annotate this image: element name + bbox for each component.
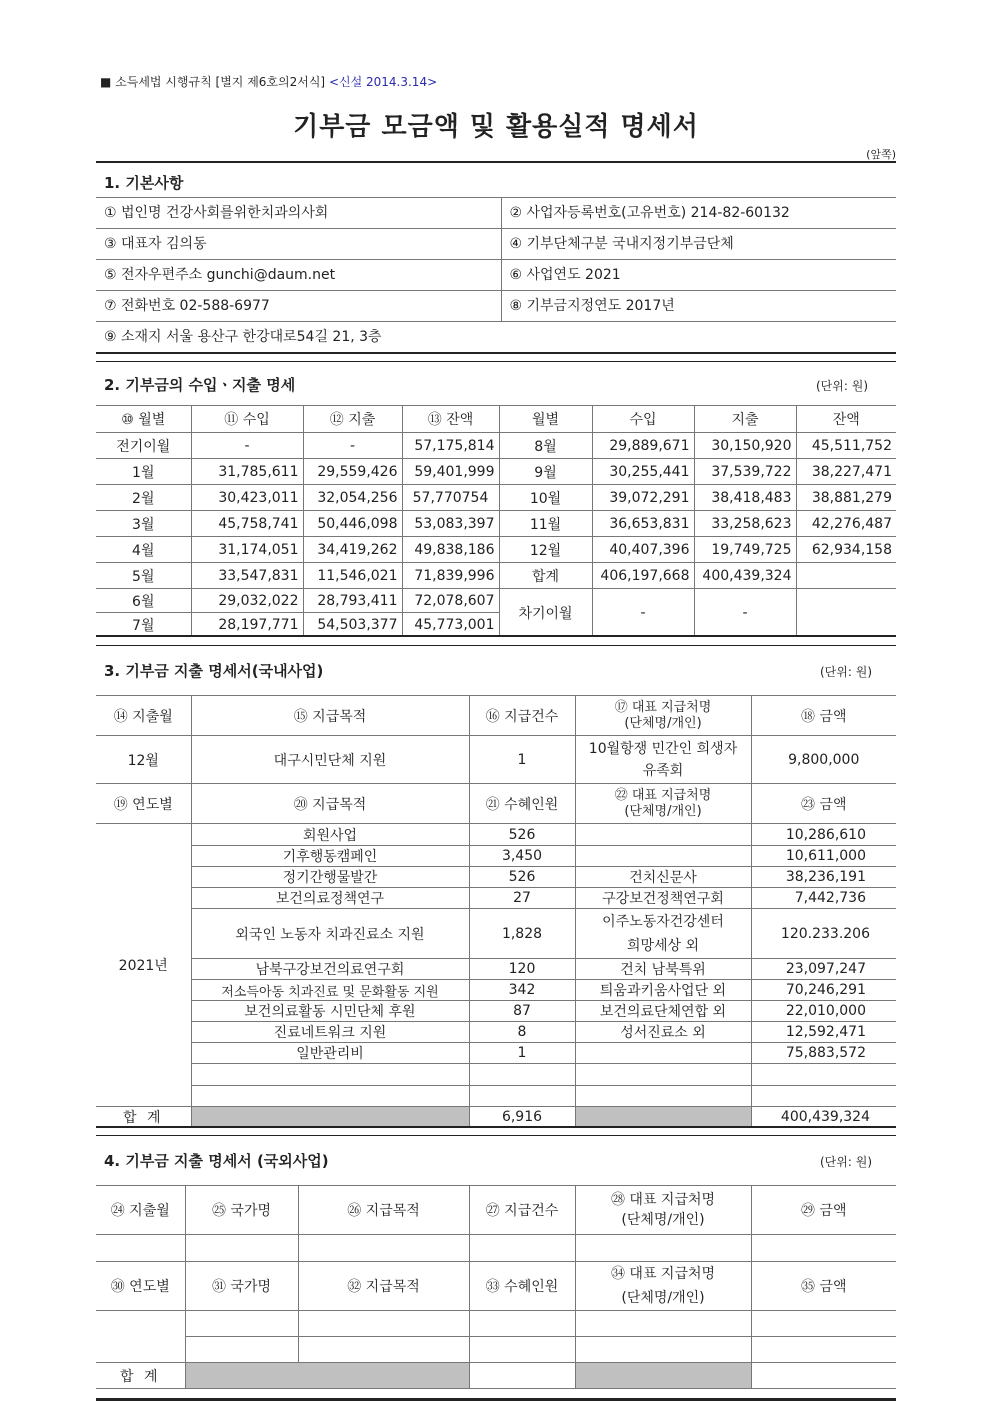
cell-carryover-income: - [592,589,694,637]
col-header-count: ㉗ 지급건수 [469,1186,575,1235]
section4-title: 4. 기부금 지출 명세서 (국외사업) [104,1152,329,1170]
table-row [96,1043,896,1064]
cell-month: 7월 [96,613,191,637]
form-reference: ■ 소득세법 시행규칙 [별지 제6호의2서식] [100,75,326,89]
cell-purpose: 남북구강보건의료연구회 [191,959,469,980]
col-header-beneficiaries: ㉑ 수혜인원 [469,784,575,824]
cell-balance: 57,175,814 [402,433,499,459]
form-date: <신설 2014.3.14> [328,75,438,89]
col-header-purpose-b: ㉜ 지급목적 [298,1262,469,1311]
cell-empty [575,1337,751,1363]
cell-year: 2021년 [96,824,191,1107]
cell-empty [469,1311,575,1337]
cell-amount: 7,442,736 [751,888,896,909]
cell-payee: 성서진료소 외 [575,1022,751,1043]
cell-purpose: 진료네트워크 지원 [191,1022,469,1043]
field-representative: ③ 대표자 김의동 [96,229,501,260]
table-row [96,867,896,888]
payee-header-line2: (단체명/개인) [621,1290,705,1306]
cell-balance: 38,881,279 [796,485,896,511]
divider [96,1126,896,1128]
cell-amount: 10,286,610 [751,824,896,846]
col-header-payee [575,1186,751,1235]
field-phone: ⑦ 전화번호 02-588-6977 [96,291,501,322]
cell-expense: 19,749,725 [694,537,796,563]
basic-info-table [96,197,896,353]
col-header-payee-b [575,1262,751,1311]
cell-empty [575,1311,751,1337]
payee-header-line1: ㉒ 대표 지급처명 [614,787,712,803]
cell-payee: 구강보건정책연구회 [575,888,751,909]
cell-empty [185,1337,298,1363]
table-row-empty [96,1337,896,1363]
cell-purpose: 정기간행물발간 [191,867,469,888]
cell-amount: 9,800,000 [751,736,896,784]
cell-balance: 62,934,158 [796,537,896,563]
cell-expense: 29,559,426 [303,459,402,485]
table-row-empty [96,1086,896,1107]
cell-expense: 28,793,411 [303,589,402,613]
section2-unit: (단위: 원) [816,379,868,393]
section3-title: 3. 기부금 지출 명세서(국내사업) [104,662,324,680]
payee-line2: 희망세상 외 [626,937,700,954]
table-row [96,459,896,485]
cell-amount: 23,097,247 [751,959,896,980]
cell-income: 39,072,291 [592,485,694,511]
cell-empty [469,1064,575,1086]
cell-shaded [575,1107,751,1128]
cell-people: 526 [469,824,575,846]
cell-people: 87 [469,1001,575,1022]
cell-expense: 11,546,021 [303,563,402,589]
cell-expense: 30,150,920 [694,433,796,459]
cell-amount: 75,883,572 [751,1043,896,1064]
cell-month: 1월 [96,459,191,485]
field-reg-number: ② 사업자등록번호(고유번호) 214-82-60132 [501,198,896,229]
cell-total-amount: 400,439,324 [751,1107,896,1128]
cell-income: 30,255,441 [592,459,694,485]
payee-line2: 유족회 [642,762,684,779]
divider [96,1135,896,1136]
col-header-balance-2: 잔액 [796,406,896,433]
cell-amount: 120.233.206 [751,909,896,959]
cell-empty [298,1311,469,1337]
col-header-amount: ⑱ 금액 [751,696,896,736]
col-header-month: ⑩ 월별 [96,406,191,433]
cell-balance: 42,276,487 [796,511,896,537]
col-header-amount-b: ㉓ 금액 [751,784,896,824]
table-row [96,485,896,511]
section4-unit: (단위: 원) [820,1155,872,1169]
table-row [96,959,896,980]
cell-purpose: 저소득아동 치과진료 및 문화활동 지원 [191,980,469,1001]
col-header-expense-month: ⑭ 지출월 [96,696,191,736]
field-address: ⑨ 소재지 서울 용산구 한강대로54길 21, 3층 [96,322,896,353]
cell-balance: 72,078,607 [402,589,499,613]
col-header-beneficiaries: ㉝ 수혜인원 [469,1262,575,1311]
cell-total-people: 6,916 [469,1107,575,1128]
cell-people: 342 [469,980,575,1001]
bottom-divider [96,1398,896,1401]
col-header-amount-b: ㉟ 금액 [751,1262,896,1311]
payee-header-line2: (단체명/개인) [624,803,702,819]
cell-payee: 건치 남북특위 [575,959,751,980]
table-row [96,1022,896,1043]
cell-empty [575,1064,751,1086]
payee-line1: 10월항쟁 민간인 희생자 [588,740,738,757]
field-org-type: ④ 기부단체구분 국내지정기부금단체 [501,229,896,260]
cell-month: 12월 [96,736,191,784]
cell-balance: 45,773,001 [402,613,499,637]
table-row [96,563,896,589]
domestic-expense-table [96,695,896,1128]
table-row [96,980,896,1001]
total-row [96,1363,896,1389]
cell-income: 36,653,831 [592,511,694,537]
table-row-empty [96,1235,896,1262]
cell-people: 27 [469,888,575,909]
cell-shaded [575,1363,751,1389]
cell-expense: 33,258,623 [694,511,796,537]
cell-month: 5월 [96,563,191,589]
cell-empty [751,1064,896,1086]
cell-shaded [185,1363,469,1389]
cell-amount: 22,010,000 [751,1001,896,1022]
cell-payee [575,846,751,867]
section1-title: 1. 기본사항 [104,174,184,192]
cell-total-income: 406,197,668 [592,563,694,589]
cell-income: 28,197,771 [191,613,303,637]
cell-empty [469,1086,575,1107]
cell-purpose: 외국인 노동자 치과진료소 지원 [191,909,469,959]
col-header-amount: ㉙ 금액 [751,1186,896,1235]
col-header-purpose-b: ⑳ 지급목적 [191,784,469,824]
cell-payee: 건치신문사 [575,867,751,888]
cell-carryover-label: 차기이월 [499,589,592,637]
cell-month: 3월 [96,511,191,537]
cell-empty [575,1086,751,1107]
cell-empty [191,1064,469,1086]
col-header-income-2: 수입 [592,406,694,433]
cell-people: 1 [469,1043,575,1064]
cell-purpose: 회원사업 [191,824,469,846]
cell-empty [751,1235,896,1262]
cell-empty [469,1235,575,1262]
cell-total-label: 합 계 [96,1107,191,1128]
cell-empty [469,1363,575,1389]
cell-purpose: 보건의료활동 시민단체 후원 [191,1001,469,1022]
divider [96,161,896,163]
overseas-expense-table [96,1185,896,1389]
table-row [96,511,896,537]
divider [96,361,896,362]
payee-header-line2: (단체명/개인) [621,1212,705,1228]
col-header-expense-2: 지출 [694,406,796,433]
cell-month: 2월 [96,485,191,511]
field-designation-year: ⑧ 기부금지정연도 2017년 [501,291,896,322]
cell-people: 8 [469,1022,575,1043]
divider [96,635,896,637]
cell-month: 9월 [499,459,592,485]
col-header-income: ⑪ 수입 [191,406,303,433]
table-row [96,824,896,846]
cell-payee [575,909,751,959]
col-header-year: ㉚ 연도별 [96,1262,185,1311]
cell-count: 1 [469,736,575,784]
cell-income: 30,423,011 [191,485,303,511]
income-expense-table [96,405,896,637]
document-title: 기부금 모금액 및 활용실적 명세서 [293,112,699,142]
cell-payee [575,824,751,846]
cell-total-label: 합 계 [96,1363,185,1389]
cell-payee [575,1043,751,1064]
cell-empty [96,1235,185,1262]
payee-line1: 이주노동자건강센터 [602,913,724,930]
table-row [96,433,896,459]
table-row [96,909,896,959]
cell-expense: 37,539,722 [694,459,796,485]
cell-amount: 70,246,291 [751,980,896,1001]
cell-empty [469,1337,575,1363]
cell-empty [298,1337,469,1363]
cell-balance: 59,401,999 [402,459,499,485]
cell-expense: 32,054,256 [303,485,402,511]
payee-header-line2: (단체명/개인) [624,715,702,731]
cell-balance: 49,838,186 [402,537,499,563]
col-header-month-2: 월별 [499,406,592,433]
table-row [96,888,896,909]
cell-empty [575,1235,751,1262]
cell-balance: 53,083,397 [402,511,499,537]
field-fiscal-year: ⑥ 사업연도 2021 [501,260,896,291]
cell-people: 3,450 [469,846,575,867]
cell-carryover-balance [796,589,896,637]
section3-unit: (단위: 원) [820,665,872,679]
cell-income: 31,174,051 [191,537,303,563]
cell-empty [185,1311,298,1337]
cell-purpose: 보건의료정책연구 [191,888,469,909]
col-header-payee-b [575,784,751,824]
cell-income: 33,547,831 [191,563,303,589]
cell-shaded [191,1107,469,1128]
col-header-count: ⑯ 지급건수 [469,696,575,736]
col-header-balance: ⑬ 잔액 [402,406,499,433]
cell-month: 10월 [499,485,592,511]
cell-empty [298,1235,469,1262]
page-side-label: (앞쪽) [866,148,896,161]
cell-expense: 54,503,377 [303,613,402,637]
cell-carryover-expense: - [694,589,796,637]
col-header-country: ㉕ 국가명 [185,1186,298,1235]
form-reference-note [100,73,437,90]
col-header-expense: ⑫ 지출 [303,406,402,433]
payee-header-line1: ⑰ 대표 지급처명 [614,699,712,715]
cell-income: 40,407,396 [592,537,694,563]
divider [96,352,896,354]
cell-empty [751,1311,896,1337]
col-header-payee [575,696,751,736]
col-header-year: ⑲ 연도별 [96,784,191,824]
cell-balance: 38,227,471 [796,459,896,485]
cell-total-label: 합계 [499,563,592,589]
field-email: ⑤ 전자우편주소 gunchi@daum.net [96,260,501,291]
section2-title: 2. 기부금의 수입ㆍ지출 명세 [104,376,296,394]
table-row [96,537,896,563]
cell-amount: 10,611,000 [751,846,896,867]
cell-people: 526 [469,867,575,888]
cell-expense: 38,418,483 [694,485,796,511]
cell-balance: 57,770754 [402,485,499,511]
cell-purpose: 일반관리비 [191,1043,469,1064]
cell-month: 8월 [499,433,592,459]
cell-month: 11월 [499,511,592,537]
table-row [96,1001,896,1022]
col-header-purpose: ㉖ 지급목적 [298,1186,469,1235]
cell-amount: 12,592,471 [751,1022,896,1043]
divider [96,645,896,646]
cell-total-expense: 400,439,324 [694,563,796,589]
col-header-country-b: ㉛ 국가명 [185,1262,298,1311]
cell-amount: 38,236,191 [751,867,896,888]
cell-empty [185,1235,298,1262]
cell-empty [751,1337,896,1363]
col-header-purpose: ⑮ 지급목적 [191,696,469,736]
cell-month: 12월 [499,537,592,563]
cell-month: 6월 [96,589,191,613]
cell-purpose: 기후행동캠페인 [191,846,469,867]
cell-people: 1,828 [469,909,575,959]
col-header-expense-month: ㉔ 지출월 [96,1186,185,1235]
cell-total-balance [796,563,896,589]
field-corp-name: ① 법인명 건강사회를위한치과의사회 [96,198,501,229]
cell-income: 29,889,671 [592,433,694,459]
table-row-empty [96,1311,896,1337]
cell-empty [751,1363,896,1389]
cell-purpose: 대구시민단체 지원 [191,736,469,784]
table-row [96,589,896,613]
cell-payee: 보건의료단체연합 외 [575,1001,751,1022]
payee-header-line1: ㉞ 대표 지급처명 [610,1266,716,1282]
cell-income: - [191,433,303,459]
total-row [96,1107,896,1128]
cell-payee: 틔움과키움사업단 외 [575,980,751,1001]
cell-expense: - [303,433,402,459]
cell-balance: 45,511,752 [796,433,896,459]
table-row [96,736,896,784]
cell-balance: 71,839,996 [402,563,499,589]
cell-month: 4월 [96,537,191,563]
cell-month: 전기이월 [96,433,191,459]
cell-income: 45,758,741 [191,511,303,537]
payee-header-line1: ㉘ 대표 지급처명 [610,1192,716,1208]
cell-empty [191,1086,469,1107]
cell-expense: 50,446,098 [303,511,402,537]
cell-income: 31,785,611 [191,459,303,485]
cell-payee [575,736,751,784]
cell-empty [751,1086,896,1107]
cell-expense: 34,419,262 [303,537,402,563]
table-row [96,846,896,867]
cell-income: 29,032,022 [191,589,303,613]
cell-people: 120 [469,959,575,980]
cell-empty [96,1311,185,1363]
table-row-empty [96,1064,896,1086]
